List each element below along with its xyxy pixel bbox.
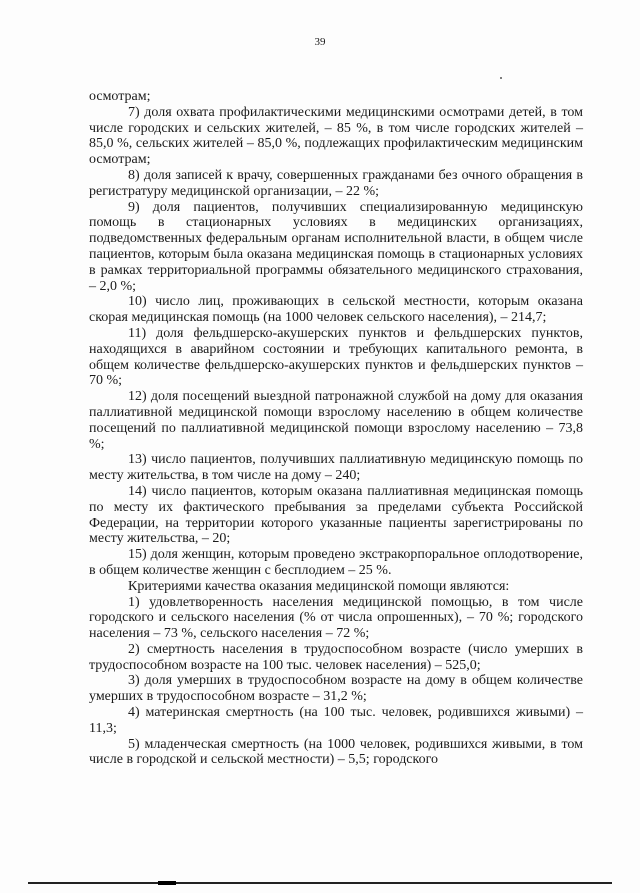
paragraph: 10) число лиц, проживающих в сельской местности, которым оказана скорая медицинская помощь (на 1000 человек сельского населения), – 214,7; [89, 294, 583, 326]
paragraph: 3) доля умерших в трудоспособном возрасте на дому в общем количестве умерших в трудоспособном возрасте – 31,2 %; [89, 673, 583, 705]
bottom-mark [158, 881, 176, 885]
paragraph: 12) доля посещений выездной патронажной службой на дому для оказания паллиативной медицинской помощи взрослому населению в общем количестве посещений по паллиативной медицинской помощи взрослому населению – 73,8 %; [89, 389, 583, 452]
paragraph: 7) доля охвата профилактическими медицинскими осмотрами детей, в том числе городских и сельских жителей, – 85 %, в том числе городских жителей – 85,0 %, сельских жителей – 85,0 %, подлежащих профилактическим медицинским осмотрам; [89, 104, 583, 168]
paragraph: 8) доля записей к врачу, совершенных гражданами без очного обращения в регистратуру медицинской организации, – 22 %; [89, 167, 583, 199]
scan-speck [500, 77, 502, 79]
paragraph: 4) материнская смертность (на 100 тыс. человек, родившихся живыми) – 11,3; [89, 705, 583, 736]
bottom-rule [28, 882, 612, 884]
document-body [89, 89, 583, 768]
page-number: 39 [314, 36, 326, 48]
paragraph: 14) число пациентов, которым оказана паллиативная медицинская помощь по месту их фактического пребывания за пределами субъекта Российской Федерации, на территории которого указанные пациенты зарегистрированы по месту жительства, – 20; [89, 483, 583, 547]
paragraph: 11) доля фельдшерско-акушерских пунктов и фельдшерских пунктов, находящихся в аварийном состоянии и требующих капитального ремонта, в общем количестве фельдшерско-акушерских пунктов и фельдшерских пунктов – 70 %; [89, 325, 583, 389]
paragraph: 5) младенческая смертность (на 1000 человек, родившихся живыми, в том числе в городской и сельской местности) – 5,5; городского [89, 736, 583, 768]
paragraph: 1) удовлетворенность населения медицинской помощью, в том числе городского и сельского населения (% от числа опрошенных), – 70 %; городского населения – 73 %, сельского населения – 72 %; [89, 594, 583, 642]
paragraph: 15) доля женщин, которым проведено экстракорпоральное оплодотворение, в общем количестве женщин с бесплодием – 25 %. [89, 547, 583, 578]
paragraph: 2) смертность населения в трудоспособном возрасте (число умерших в трудоспособном возрасте на 100 тыс. человек населения) – 525,0; [89, 641, 583, 673]
paragraph: 9) доля пациентов, получивших специализированную медицинскую помощь в стационарных условиях в медицинских организациях, подведомственных федеральным органам исполнительной власти, в общем числе пациентов, которым была оказана медицинская помощь в стационарных условиях в рамках территориальной программы обязательного медицинского страхования, – 2,0 %; [89, 199, 583, 294]
paragraph: осмотрам; [89, 89, 151, 104]
paragraph: 13) число пациентов, получивших паллиативную медицинскую помощь по месту жительства, в том числе на дому – 240; [89, 452, 583, 484]
paragraph: Критериями качества оказания медицинской помощи являются: [128, 578, 510, 594]
